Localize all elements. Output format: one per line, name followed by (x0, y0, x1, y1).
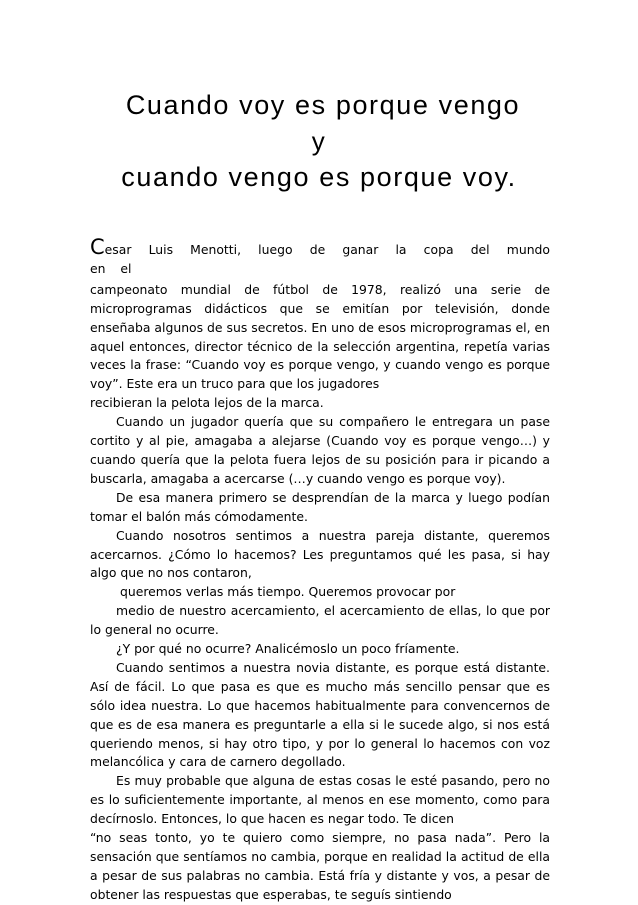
drop-cap: C (90, 235, 105, 259)
paragraph-8: “no seas tonto, yo te quiero como siempre, no pasa nada”. Pero la sensación que sentíamos no cambia, porque en realidad la actitud de ella a pesar de sus palabras no cambia. Está fría y distante y vos, a pesar de obtener las respuestas que esperabas, te seguís sintiendo (90, 830, 550, 902)
title-line-2: y (311, 126, 327, 156)
body-text (90, 235, 550, 905)
paragraph-6: Cuando sentimos a nuestra novia distante, es porque está distante. Así de fácil. Lo que pasa es que es mucho más sencillo pensar que es sólo idea nuestra. Lo que hacemos habitualmente para convencernos de que es de esa manera es preguntarle a ella si le sucede algo, si nos está queriendo menos, si hay otro tipo, y por lo general lo hacemos con voz melancólica y cara de carnero degollado. (90, 659, 550, 770)
title-line-1: Cuando voy es porque vengo (125, 90, 521, 120)
paragraph-4-line-3: medio de nuestro acercamiento, el acercamiento de ellas, lo que por lo general no ocurre. (90, 603, 550, 638)
paragraph-4: Cuando nosotros sentimos a nuestra pareja distante, queremos acercarnos. ¿Cómo lo hacemos? Les preguntamos qué les pasa, si hay algo que no nos contaron, (90, 527, 550, 581)
first-line (90, 235, 550, 281)
paragraph-2: Cuando un jugador quería que su compañero le entregara un pase cortito y al pie, amagaba a alejarse (Cuando voy es porque vengo…) y cuando quería que la pelota fuera lejos de su posición para ir picando a buscarla, amagaba a acercarse (…y cuando vengo es porque voy). (90, 414, 550, 486)
paragraph-5: ¿Y por qué no ocurre? Analicémoslo un poco fríamente. (116, 641, 460, 657)
first-line-text: esar Luis Menotti, luego de ganar la copa del mundo en el (90, 242, 550, 276)
paragraph-1-end: recibieran la pelota lejos de la marca. (90, 395, 324, 411)
paragraph-1: campeonato mundial de fútbol de 1978, realizó una serie de microprogramas didácticos que se emitían por televisión, donde enseñaba algunos de sus secretos. En uno de esos microprogramas el, en aquel entonces, director técnico de la selección argentina, repetía varias veces la frase: “Cuando voy es porque vengo, y cuando vengo es porque voy”. Este era un truco para que los jugadores (90, 281, 550, 392)
title-line-3: cuando vengo es porque voy. (121, 162, 517, 192)
paragraph-3: De esa manera primero se desprendían de la marca y luego podían tomar el balón más cómodamente. (90, 489, 550, 524)
paragraph-7: Es muy probable que alguna de estas cosas le esté pasando, pero no es lo suficientemente importante, al menos en ese momento, como para decírnoslo. Entonces, lo que hacen es negar todo. Te dicen (90, 773, 550, 827)
paragraph-4-line-2: queremos verlas más tiempo. Queremos provocar por (120, 584, 456, 600)
